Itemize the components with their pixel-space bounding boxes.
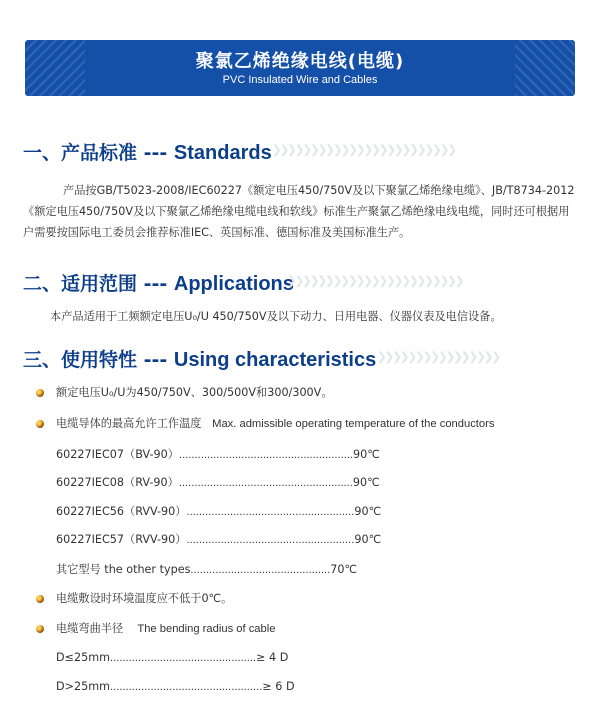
standards-text: 产品按GB/T5023-2008/IEC60227《额定电压450/750V及以下聚氯乙烯绝缘电缆》、JB/T8734-2012《额定电压450/750V及以下聚氯乙烯绝缘电缆电线和软线》标准生产聚氯乙烯绝缘电线电缆，同时还可根据用户需要按国际电工委员会推荐标准IEC、英国标准、德国标准及美国标准生产。 (23, 184, 575, 239)
temp-row (56, 503, 381, 519)
temp-value: 90℃ (352, 476, 380, 489)
banner-title: 聚氯乙烯绝缘电线(电缆) (195, 51, 405, 72)
bend-label: D≤25mm (56, 651, 111, 664)
heading-en: Using characteristics (173, 349, 377, 371)
temp-row (56, 446, 380, 462)
bending-line (56, 620, 275, 636)
heading-cn: 一、产品标准 --- (23, 142, 174, 164)
max-temp-en: Max. admissible operating temperature of the conductors (212, 418, 495, 430)
leader-dots: ...................................................... (186, 506, 355, 518)
temp-label: 60227IEC07（BV-90） (56, 448, 179, 461)
max-temp-cn: 电缆导体的最高允许工作温度 (56, 417, 202, 430)
bullet-icon (36, 625, 44, 633)
applications-paragraph: 本产品适用于工频额定电压U₀/U 450/750V及以下动力、日用电器、仪器仪表及电信设备。 (50, 310, 502, 323)
heading-en: Standards (173, 142, 272, 164)
bullet-icon (36, 389, 44, 397)
temp-row (56, 531, 381, 547)
heading-cn: 三、使用特性 --- (23, 349, 174, 371)
temp-label: 其它型号 the other types (56, 563, 191, 576)
temp-label: 60227IEC56（RVV-90） (56, 505, 187, 518)
temp-label: 60227IEC08（RV-90） (56, 476, 179, 489)
temp-value: 90℃ (354, 533, 382, 546)
bullet-icon (36, 420, 44, 428)
leader-dots: ........................................................ (178, 449, 354, 461)
title-banner (25, 40, 575, 96)
temp-value: 90℃ (353, 448, 380, 461)
heading-cn: 二、适用范围 --- (23, 273, 174, 295)
leader-dots: ........................................................ (178, 477, 353, 489)
temp-value: 70℃ (330, 563, 358, 576)
section-heading-characteristics (23, 345, 376, 372)
temp-row (56, 561, 357, 577)
bending-cn: 电缆弯曲半径 (56, 622, 124, 635)
bullet-icon (36, 595, 44, 603)
temp-row (56, 474, 380, 490)
bending-en: The bending radius of cable (137, 623, 276, 635)
leader-dots: ................................................. (110, 681, 263, 693)
section-heading-standards (23, 138, 272, 165)
chevron-decoration-icon: ❯❯❯❯❯❯❯❯❯❯❯❯❯❯❯❯ (377, 347, 500, 366)
bend-value: ≥ 4 D (256, 651, 289, 664)
rated-voltage-line: 额定电压U₀/U为450/750V、300/500V和300/300V。 (56, 386, 333, 399)
max-temp-line (56, 415, 494, 431)
leader-dots: ...................................................... (186, 534, 355, 546)
leader-dots: ............................................... (110, 652, 257, 664)
banner-subtitle: PVC Insulated Wire and Cables (222, 74, 378, 86)
bend-label: D>25mm (56, 680, 111, 693)
temp-label: 60227IEC57（RVV-90） (56, 533, 187, 546)
bend-value: ≥ 6 D (262, 680, 295, 693)
section-heading-applications (23, 269, 294, 296)
leader-dots: ............................................. (190, 564, 331, 576)
temp-value: 90℃ (354, 505, 382, 518)
install-temp-line: 电缆敷设时环境温度应不低于0℃。 (56, 592, 233, 605)
heading-en: Applications (173, 273, 294, 295)
bend-row (56, 680, 295, 693)
chevron-decoration-icon: ❯❯❯❯❯❯❯❯❯❯❯❯❯❯❯❯❯❯❯❯❯❯❯❯ (272, 140, 456, 159)
standards-paragraph (23, 180, 579, 243)
chevron-decoration-icon: ❯❯❯❯❯❯❯❯❯❯❯❯❯❯❯❯❯❯❯❯❯❯❯ (287, 271, 463, 290)
bend-row (56, 651, 288, 664)
